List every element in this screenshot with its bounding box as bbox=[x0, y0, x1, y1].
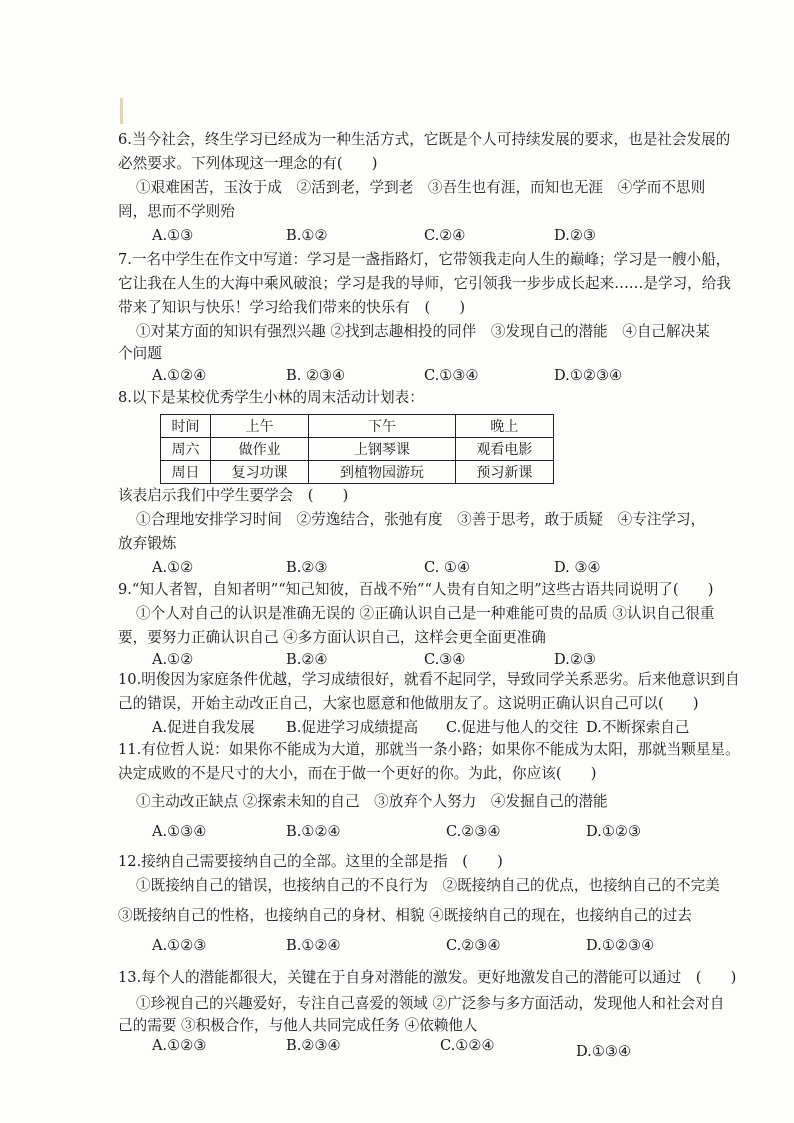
q6-items: ①艰难困苦，玉汝于成 ②活到老，学到老 ③吾生也有涯，而知也无涯 ④学而不思则 bbox=[136, 179, 706, 196]
q13-items: 己的需要 ③积极合作，与他人共同完成任务 ④依赖他人 bbox=[118, 1017, 478, 1034]
table-header-cell: 上午 bbox=[210, 415, 308, 438]
q7-option-d: D.①②③④ bbox=[554, 367, 623, 384]
weekend-plan-table bbox=[160, 414, 554, 484]
q12-option-b: B.①②④ bbox=[286, 937, 341, 954]
q9-option-b: B.②④ bbox=[286, 651, 328, 668]
q7-items: 个问题 bbox=[118, 345, 162, 362]
q6-items: 罔，思而不学则殆 bbox=[118, 203, 235, 220]
q13-option-c: C.①②④ bbox=[440, 1037, 495, 1054]
q11-option-d: D.①②③ bbox=[586, 823, 642, 840]
q9-items: 要，要努力正确认识自己 ④多方面认识自己，这样会更全面更准确 bbox=[118, 629, 546, 646]
q6-option-a: A.①③ bbox=[152, 227, 194, 244]
q8-items: 放弃锻炼 bbox=[118, 535, 177, 552]
q6-stem: 必然要求。下列体现这一理念的有( ) bbox=[118, 155, 378, 172]
q6-stem: 6.当今社会，终生学习已经成为一种生活方式，它既是个人可持续发展的要求，也是社会发展的 bbox=[118, 131, 731, 148]
scan-mark bbox=[120, 98, 123, 124]
table-cell: 周日 bbox=[161, 461, 211, 484]
q10-option-a: A.促进自我发展 bbox=[152, 719, 255, 736]
q12-stem: 12.接纳自己需要接纳自己的全部。这里的全部是指 ( ) bbox=[118, 853, 503, 870]
q8-option-b: B.②③ bbox=[286, 559, 328, 576]
q8-option-c: C. ①④ bbox=[424, 559, 471, 576]
q7-option-b: B. ②③④ bbox=[286, 367, 346, 384]
q11-option-a: A.①③④ bbox=[152, 823, 207, 840]
q12-option-a: A.①②③ bbox=[152, 937, 207, 954]
q6-option-b: B.①② bbox=[286, 227, 328, 244]
table-cell: 周六 bbox=[161, 438, 211, 461]
q11-option-b: B.①②④ bbox=[286, 823, 341, 840]
q10-option-d: D.不断探索自己 bbox=[586, 719, 690, 736]
q7-option-c: C.①③④ bbox=[424, 367, 479, 384]
table-cell: 观看电影 bbox=[455, 438, 553, 461]
q8-items: ①合理地安排学习时间 ②劳逸结合，张弛有度 ③善于思考，敢于质疑 ④专注学习， bbox=[136, 511, 706, 528]
q13-option-d: D.①③④ bbox=[576, 1043, 632, 1060]
table-header-cell: 晚上 bbox=[455, 415, 553, 438]
q7-option-a: A.①②④ bbox=[152, 367, 207, 384]
q10-option-c: C.促进与他人的交往 bbox=[446, 719, 579, 736]
q6-option-c: C.②④ bbox=[424, 227, 466, 244]
q11-stem: 11.有位哲人说：如果你不能成为大道，那就当一条小路；如果你不能成为太阳，那就当颗星星。 bbox=[118, 741, 740, 758]
table-cell: 复习功课 bbox=[210, 461, 308, 484]
q7-stem: 带来了知识与快乐！学习给我们带来的快乐有 ( ) bbox=[118, 299, 466, 316]
q8-option-d: D. ③④ bbox=[554, 559, 601, 576]
q9-stem: 9.“知人者智，自知者明”“知己知彼，百战不殆”“人贵有自知之明”这些古语共同说明了( ) bbox=[118, 581, 714, 598]
q9-option-a: A.①② bbox=[152, 651, 194, 668]
table-header-cell: 下午 bbox=[309, 415, 456, 438]
table-cell: 做作业 bbox=[210, 438, 308, 461]
q12-items: ③既接纳自己的性格，也接纳自己的身材、相貌 ④既接纳自己的现在，也接纳自己的过去 bbox=[118, 907, 692, 924]
q11-option-c: C.②③④ bbox=[446, 823, 501, 840]
q7-items: ①对某方面的知识有强烈兴趣 ②找到志趣相投的同伴 ③发现自己的潜能 ④自己解决某 bbox=[136, 323, 710, 340]
table-row bbox=[161, 438, 554, 461]
table-cell: 预习新课 bbox=[455, 461, 553, 484]
q8-stem: 8.以下是某校优秀学生小林的周末活动计划表： bbox=[118, 389, 424, 406]
q7-stem: 它让我在人生的大海中乘风破浪；学习是我的导师，它引领我一步步成长起来……是学习，给我 bbox=[118, 275, 731, 292]
q11-stem: 决定成败的不是尺寸的大小，而在于做一个更好的你。为此，你应该( ) bbox=[118, 765, 597, 782]
q9-items: ①个人对自己的认识是准确无误的 ②正确认识自己是一种难能可贵的品质 ③认识自己很重 bbox=[136, 605, 715, 622]
q13-items: ①珍视自己的兴趣爱好，专注自己喜爱的领域 ②广泛参与多方面活动，发现他人和社会对自 bbox=[136, 995, 725, 1012]
q11-items: ①主动改正缺点 ②探索未知的自己 ③放弃个人努力 ④发掘自己的潜能 bbox=[136, 793, 608, 810]
q13-option-b: B.②③④ bbox=[286, 1037, 341, 1054]
q10-option-b: B.促进学习成绩提高 bbox=[286, 719, 419, 736]
table-cell: 到植物园游玩 bbox=[309, 461, 456, 484]
q12-option-c: C.②③④ bbox=[446, 937, 501, 954]
q10-stem: 10.明俊因为家庭条件优越，学习成绩很好，就看不起同学，导致同学关系恶劣。后来他意识到自 bbox=[118, 671, 740, 688]
table-header-cell: 时间 bbox=[161, 415, 211, 438]
table-cell: 上钢琴课 bbox=[309, 438, 456, 461]
q13-option-a: A.①②③ bbox=[152, 1037, 207, 1054]
table-row bbox=[161, 461, 554, 484]
q9-option-c: C.③④ bbox=[424, 651, 466, 668]
q7-stem: 7.一名中学生在作文中写道：学习是一盏指路灯，它带领我走向人生的巅峰；学习是一艘小船， bbox=[118, 251, 731, 268]
q12-option-d: D.①②③④ bbox=[586, 937, 655, 954]
q10-stem: 己的错误，开始主动改正自己，大家也愿意和他做朋友了。这说明正确认识自己可以( ) bbox=[118, 695, 699, 712]
q8-question: 该表启示我们中学生要学会 ( ) bbox=[118, 487, 349, 504]
q12-items: ①既接纳自己的错误，也接纳自己的不良行为 ②既接纳自己的优点，也接纳自己的不完美 bbox=[136, 877, 720, 894]
q8-option-a: A.①② bbox=[152, 559, 194, 576]
table-row bbox=[161, 415, 554, 438]
q13-stem: 13.每个人的潜能都很大，关键在于自身对潜能的激发。更好地激发自己的潜能可以通过 ( ) bbox=[118, 969, 737, 986]
q6-option-d: D.②③ bbox=[554, 227, 596, 244]
q9-option-d: D.②③ bbox=[554, 651, 596, 668]
